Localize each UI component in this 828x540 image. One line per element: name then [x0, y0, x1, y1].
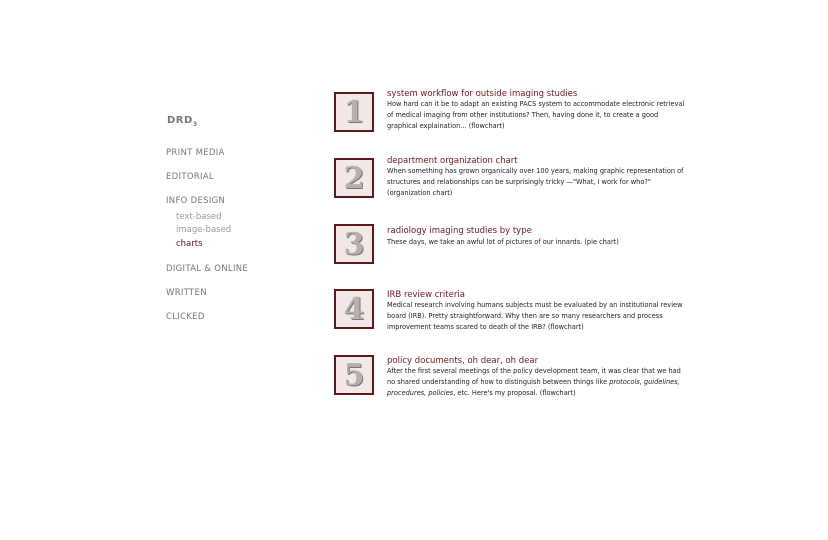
nav-clicked[interactable]: CLICKED	[166, 312, 205, 322]
nav-charts[interactable]: charts	[176, 239, 203, 249]
nav-digital-online[interactable]: DIGITAL & ONLINE	[166, 264, 249, 274]
desc-text: , etc. Here's my proposal. (flowchart)	[453, 389, 576, 397]
item-title[interactable]: IRB review criteria	[387, 290, 465, 300]
nav-editorial[interactable]: EDITORIAL	[166, 172, 214, 182]
item-description: How hard can it be to adapt an existing PACS system to accommodate electronic retrieval of medical imaging from other institutions? Then, having done it, to create a good graphical explaination... (flowchart)	[387, 100, 685, 130]
nav-image-based[interactable]: image-based	[176, 225, 232, 235]
nav-print-media[interactable]: PRINT MEDIA	[166, 148, 225, 158]
site-logo[interactable]	[167, 115, 198, 128]
logo-subscript: 3	[192, 121, 198, 128]
thumbnail-2[interactable]: 2	[334, 158, 374, 198]
thumbnail-5[interactable]: 5	[334, 355, 374, 395]
thumbnail-3[interactable]: 3	[334, 224, 374, 264]
thumbnail-4[interactable]: 4	[334, 289, 374, 329]
desc-emphasis: protocols, guidelines, procedures, policies	[387, 378, 680, 397]
nav-written[interactable]: WRITTEN	[166, 288, 207, 298]
item-title[interactable]: radiology imaging studies by type	[387, 226, 532, 236]
item-title[interactable]: department organization chart	[387, 156, 518, 166]
item-description: Medical research involving humans subjects must be evaluated by an institutional review board (IRB). Pretty straightforward. Why then are so many researchers and process improvement teams scared to death of the IRB? (flowchart)	[387, 301, 683, 331]
nav-text-based[interactable]: text-based	[176, 212, 222, 222]
item-description	[387, 366, 687, 399]
logo-text: DRD	[167, 115, 193, 126]
desc-text: After the first several meetings of the policy development team, it was clear that we had no shared understanding of how to distinguish between things like	[387, 367, 681, 386]
thumbnail-1[interactable]: 1	[334, 92, 374, 132]
item-title[interactable]: policy documents, oh dear, oh dear	[387, 356, 539, 366]
item-title[interactable]: system workflow for outside imaging studies	[387, 89, 578, 99]
nav-info-design[interactable]: INFO DESIGN	[166, 196, 226, 206]
item-description: When something has grown organically over 100 years, making graphic representation of structures and relationships can be surprisingly tricky —"What, I work for who?" (organization chart)	[387, 167, 684, 197]
item-description: These days, we take an awful lot of pictures of our innards. (pie chart)	[387, 238, 619, 246]
